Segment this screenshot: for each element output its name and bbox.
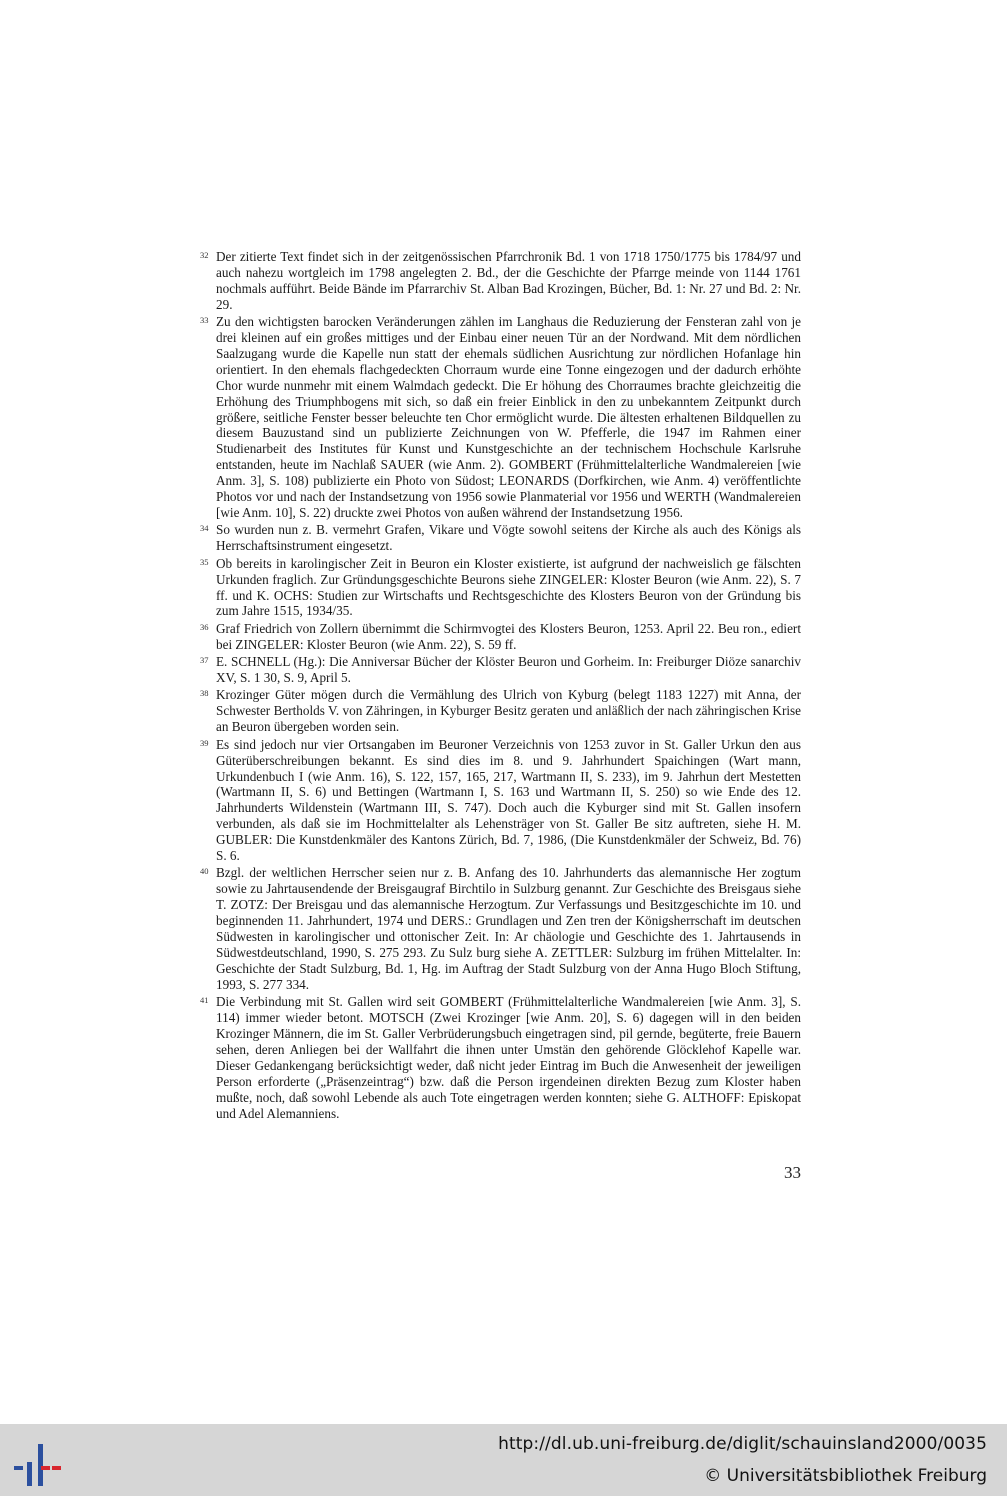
footnote (200, 687, 801, 735)
footnote (200, 556, 801, 620)
footnote-number: 37 (200, 655, 209, 666)
footnote (200, 314, 801, 521)
footnote-text: Die Verbindung mit St. Gallen wird seit GOMBERT (Frühmittelalterliche Wandmalereien [wie Anm. 3], S. 114) immer wieder betont. MOTSCH (Zwei Krozinger [wie Anm. 20], S. 6) dagegen will in den beiden Krozinger Männern, die im St. Galler Verbrüderungsbuch eingetragen sind, pil gernde, begüterte, freie Bauern sehen, deren Anliegen bei der Wallfahrt die ihnen unter Umstän den gehörende Glöcklehof Kapelle war. Dieser Gedankengang berücksichtigt weder, daß nicht jeder Eintrag im Buch die Anwesenheit der jeweiligen Person erforderte („Präsenzeintrag“) bzw. daß die Person irgendeinen direkten Bezug zum Kloster haben mußte, noch, daß sowohl Lebende als auch Tote eingetragen werden konnten; siehe G. ALTHOFF: Episkopat und Adel Alemanniens. (216, 994, 801, 1121)
footnote (200, 621, 801, 653)
footnote-text: Es sind jedoch nur vier Ortsangaben im Beuroner Verzeichnis von 1253 zuvor in St. Galler Urkun den aus Güterüberschreibungen bekannt. Es sind dies im 8. und 9. Jahrhundert Spaichingen (Wart mann, Urkundenbuch I (wie Anm. 16), S. 122, 157, 165, 217, Wartmann II, S. 233), im 9. Jahrhun dert Mestetten (Wartmann II, S. 6) und Bettingen (Wartmann I, S. 163 und Wartmann II, S. 250) so wie Ende des 12. Jahrhunderts Wildenstein (Wartmann III, S. 747). Doch auch die Kyburger sind mit St. Gallen insofern verbunden, als daß sie im Hochmittelalter als Lehensträger von St. Galler Be sitz auftreten, siehe H. M. GUBLER: Die Kunstdenkmäler des Kantons Zürich, Bd. 7, 1986, (Die Kunstdenkmäler der Schweiz, Bd. 76) S. 6. (216, 736, 801, 864)
footnote-text: Krozinger Güter mögen durch die Vermählung des Ulrich von Kyburg (belegt 1183 1227) mit Anna, der Schwester Bertholds V. von Zähringen, in Kyburger Besitz geraten und anläßlich der nach zähringischen Krise an Beuron übergeben worden sein. (216, 687, 801, 735)
footnote-number: 38 (200, 688, 209, 699)
page-number: 33 (784, 1163, 801, 1182)
footnote-number: 33 (200, 315, 209, 326)
ub-freiburg-logo-icon (14, 1434, 64, 1490)
footnote (200, 994, 801, 1121)
copyright-notice: © Universitätsbibliothek Freiburg (704, 1466, 987, 1486)
footnote-text: Graf Friedrich von Zollern übernimmt die Schirmvogtei des Klosters Beuron, 1253. April 22. Beu ron., ediert bei ZINGELER: Kloster Beuron (wie Anm. 22), S. 59 ff. (216, 620, 801, 652)
footnotes (200, 249, 801, 1123)
footnote-number: 32 (200, 250, 209, 260)
footnote-text: So wurden nun z. B. vermehrt Grafen, Vikare und Vögte sowohl seitens der Kirche als auch des Königs als Herrschaftsinstrument eingesetzt. (216, 522, 801, 554)
footnote (200, 249, 801, 313)
footnote-text: Ob bereits in karolingischer Zeit in Beuron ein Kloster existierte, ist aufgrund der nachweislich ge fälschten Urkunden fraglich. Zur Gründungsgeschichte Beurons siehe ZINGELER: Kloster Beuron (wie Anm. 22), S. 7 ff. und K. OCHS: Studien zur Wirtschafts und Rechtsgeschichte des Klosters Beuron von der Gründung bis zum Jahre 1515, 1934/35. (216, 555, 801, 619)
footnote-number: 34 (200, 523, 209, 534)
footnote-number: 36 (200, 621, 209, 632)
footnote-text: E. SCHNELL (Hg.): Die Anniversar Bücher der Klöster Beuron und Gorheim. In: Freiburger Diöze sanarchiv XV, S. 1 30, S. 9, April 5. (216, 654, 801, 686)
footnote (200, 522, 801, 554)
footnote-text: Zu den wichtigsten barocken Veränderungen zählen im Langhaus die Reduzierung der Fensteran zahl von je drei kleinen auf ein großes mittiges und der Einbau einer neuen Tür an der Nordwand. Mit dem nördlichen Saalzugang wurde die Kapelle nun statt der ehemals südlichen Ausrichtung zur nördlichen Hofanlage hin orientiert. In den ehemals flachgedeckten Chorraum wurde eine Tonne eingezogen und der dadurch erhöhte Chor wurde nunmehr mit einem Walmdach gedeckt. Die Er höhung des Chorraumes brachte gleichzeitig die Erhöhung des Triumphbogens mit sich, so daß ein freier Einblick in den zu unbekanntem Zeitpunkt durch größere, seitliche Fenster besser beleuchte ten Chor ermöglicht wurde. Die ältesten erhaltenen Bildquellen zu diesem Bauzustand sind un publizierte Zeichnungen von W. Pfefferle, die 1947 im Rahmen einer Studienarbeit des Institutes für Kunst und Kunstgeschichte an der technischem Hochschule Karlsruhe entstanden, heute im Nachlaß SAUER (wie Anm. 2). GOMBERT (Frühmittelalterliche Wandmalereien [wie Anm. 3], S. 108) publizierte ein Photo von Südost; LEONARDS (Dorfkirchen, wie Anm. 4) veröffentlichte Photos vor und nach der Instandsetzung von 1956 sowie Planmaterial vor 1956 und WERTH (Wandmalereien [wie Anm. 10], S. 22) druckte zwei Photos von außen während der Instandsetzung 1956. (216, 314, 801, 520)
footnote (200, 654, 801, 686)
footnote (200, 865, 801, 992)
footnote-number: 41 (200, 995, 209, 1006)
permalink-url[interactable]: http://dl.ub.uni-freiburg.de/diglit/schauinsland2000/0035 (498, 1434, 987, 1454)
footnote (200, 737, 801, 864)
footnote-number: 35 (200, 556, 209, 567)
footnote-text: Der zitierte Text findet sich in der zeitgenössischen Pfarrchronik Bd. 1 von 1718 1750/1775 bis 1784/97 und auch nahezu wortgleich im 1798 angelegten 2. Bd., der die Geschichte der Pfarrge meinde von 1144 1761 nochmals aufführt. Beide Bände im Pfarrarchiv St. Alban Bad Krozingen, Bücher, Bd. 1: Nr. 27 und Bd. 2: Nr. 29. (216, 249, 801, 312)
footnote-text: Bzgl. der weltlichen Herrscher seien nur z. B. Anfang des 10. Jahrhunderts das alemannische Her zogtum sowie zu Jahrtausendende der Breisgaugraf Birchtilo in Sulzburg genannt. Zur Geschichte des Breisgaus siehe T. ZOTZ: Der Breisgau und das alemannische Herzogtum. Zur Verfassungs und Besitzgeschichte im 10. und beginnenden 11. Jahrhundert, 1974 und DERS.: Grundlagen und Zen tren der Königsherrschaft im deutschen Südwesten in karolingischer und ottonischer Zeit. In: Ar chäologie und Geschichte des 1. Jahrtausends in Südwestdeutschland, 1990, S. 275 293. Zu Sulz burg siehe A. ZETTLER: Sulzburg im frühen Mittelalter. In: Geschichte der Stadt Sulzburg, Bd. 1, Hg. im Auftrag der Stadt Sulzburg von der Anna Hugo Bloch Stiftung, 1993, S. 277 334. (216, 865, 801, 992)
footnote-number: 39 (200, 737, 209, 748)
viewer-footer (0, 1424, 1007, 1496)
footnote-number: 40 (200, 866, 209, 877)
